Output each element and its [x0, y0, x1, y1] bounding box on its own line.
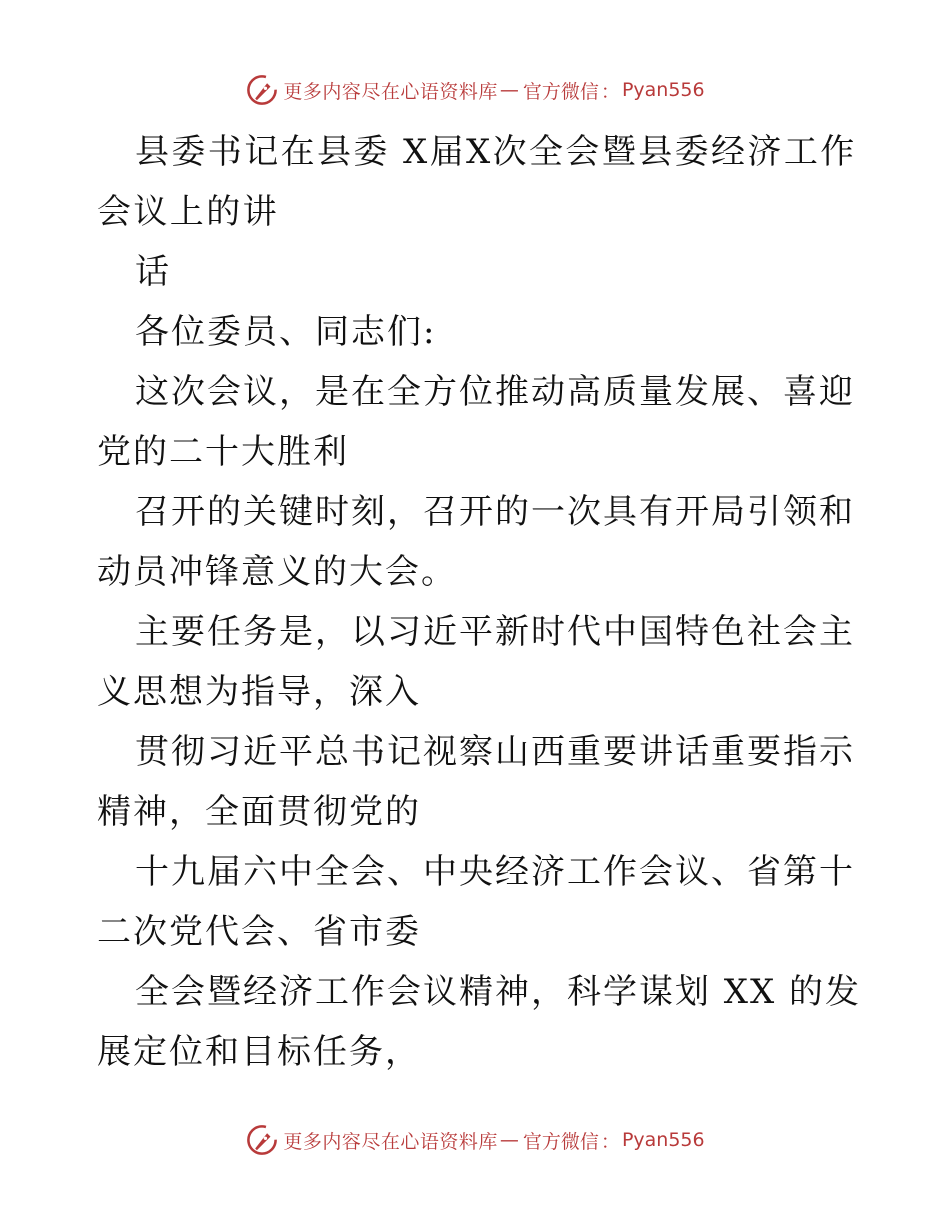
footer-watermark: [0, 1122, 950, 1158]
paragraph: 贯彻习近平总书记视察山西重要讲话重要指示精神，全面贯彻党的: [97, 732, 855, 832]
paragraph: 主要任务是，以习近平新时代中国特色社会主义思想为指导，深入: [97, 612, 855, 712]
speech-title-line-2: 话: [135, 252, 171, 292]
banner-site-text: 更多内容尽在心语资料库: [283, 1130, 498, 1153]
paragraph: 十九届六中全会、中央经济工作会议、省第十二次党代会、省市委: [97, 852, 855, 952]
banner-site-text: 更多内容尽在心语资料库: [283, 80, 498, 103]
banner-separator: ：: [600, 1130, 620, 1153]
speech-title-line-1: 县委书记在县委 X届X次全会暨县委经济工作会议上的讲: [97, 132, 857, 232]
banner-separator: ：: [600, 80, 620, 103]
banner-dash: —: [499, 1129, 519, 1151]
banner-wechat-id: Pyan556: [621, 79, 705, 101]
pen-nib-logo-icon: [245, 1123, 279, 1157]
banner-wechat-label: 官方微信: [522, 80, 599, 103]
document-body: [97, 122, 867, 1082]
paragraph: 这次会议，是在全方位推动高质量发展、喜迎党的二十大胜利: [97, 372, 855, 472]
banner-wechat-label: 官方微信: [522, 1130, 599, 1153]
banner-dash: —: [499, 79, 519, 101]
header-watermark: [0, 72, 950, 108]
paragraph: 召开的关键时刻，召开的一次具有开局引领和动员冲锋意义的大会。: [97, 492, 855, 592]
paragraph: 全会暨经济工作会议精神，科学谋划 XX 的发展定位和目标任务，: [97, 972, 862, 1072]
salutation: 各位委员、同志们:: [135, 312, 437, 352]
pen-nib-logo-icon: [245, 73, 279, 107]
banner-wechat-id: Pyan556: [621, 1129, 705, 1151]
